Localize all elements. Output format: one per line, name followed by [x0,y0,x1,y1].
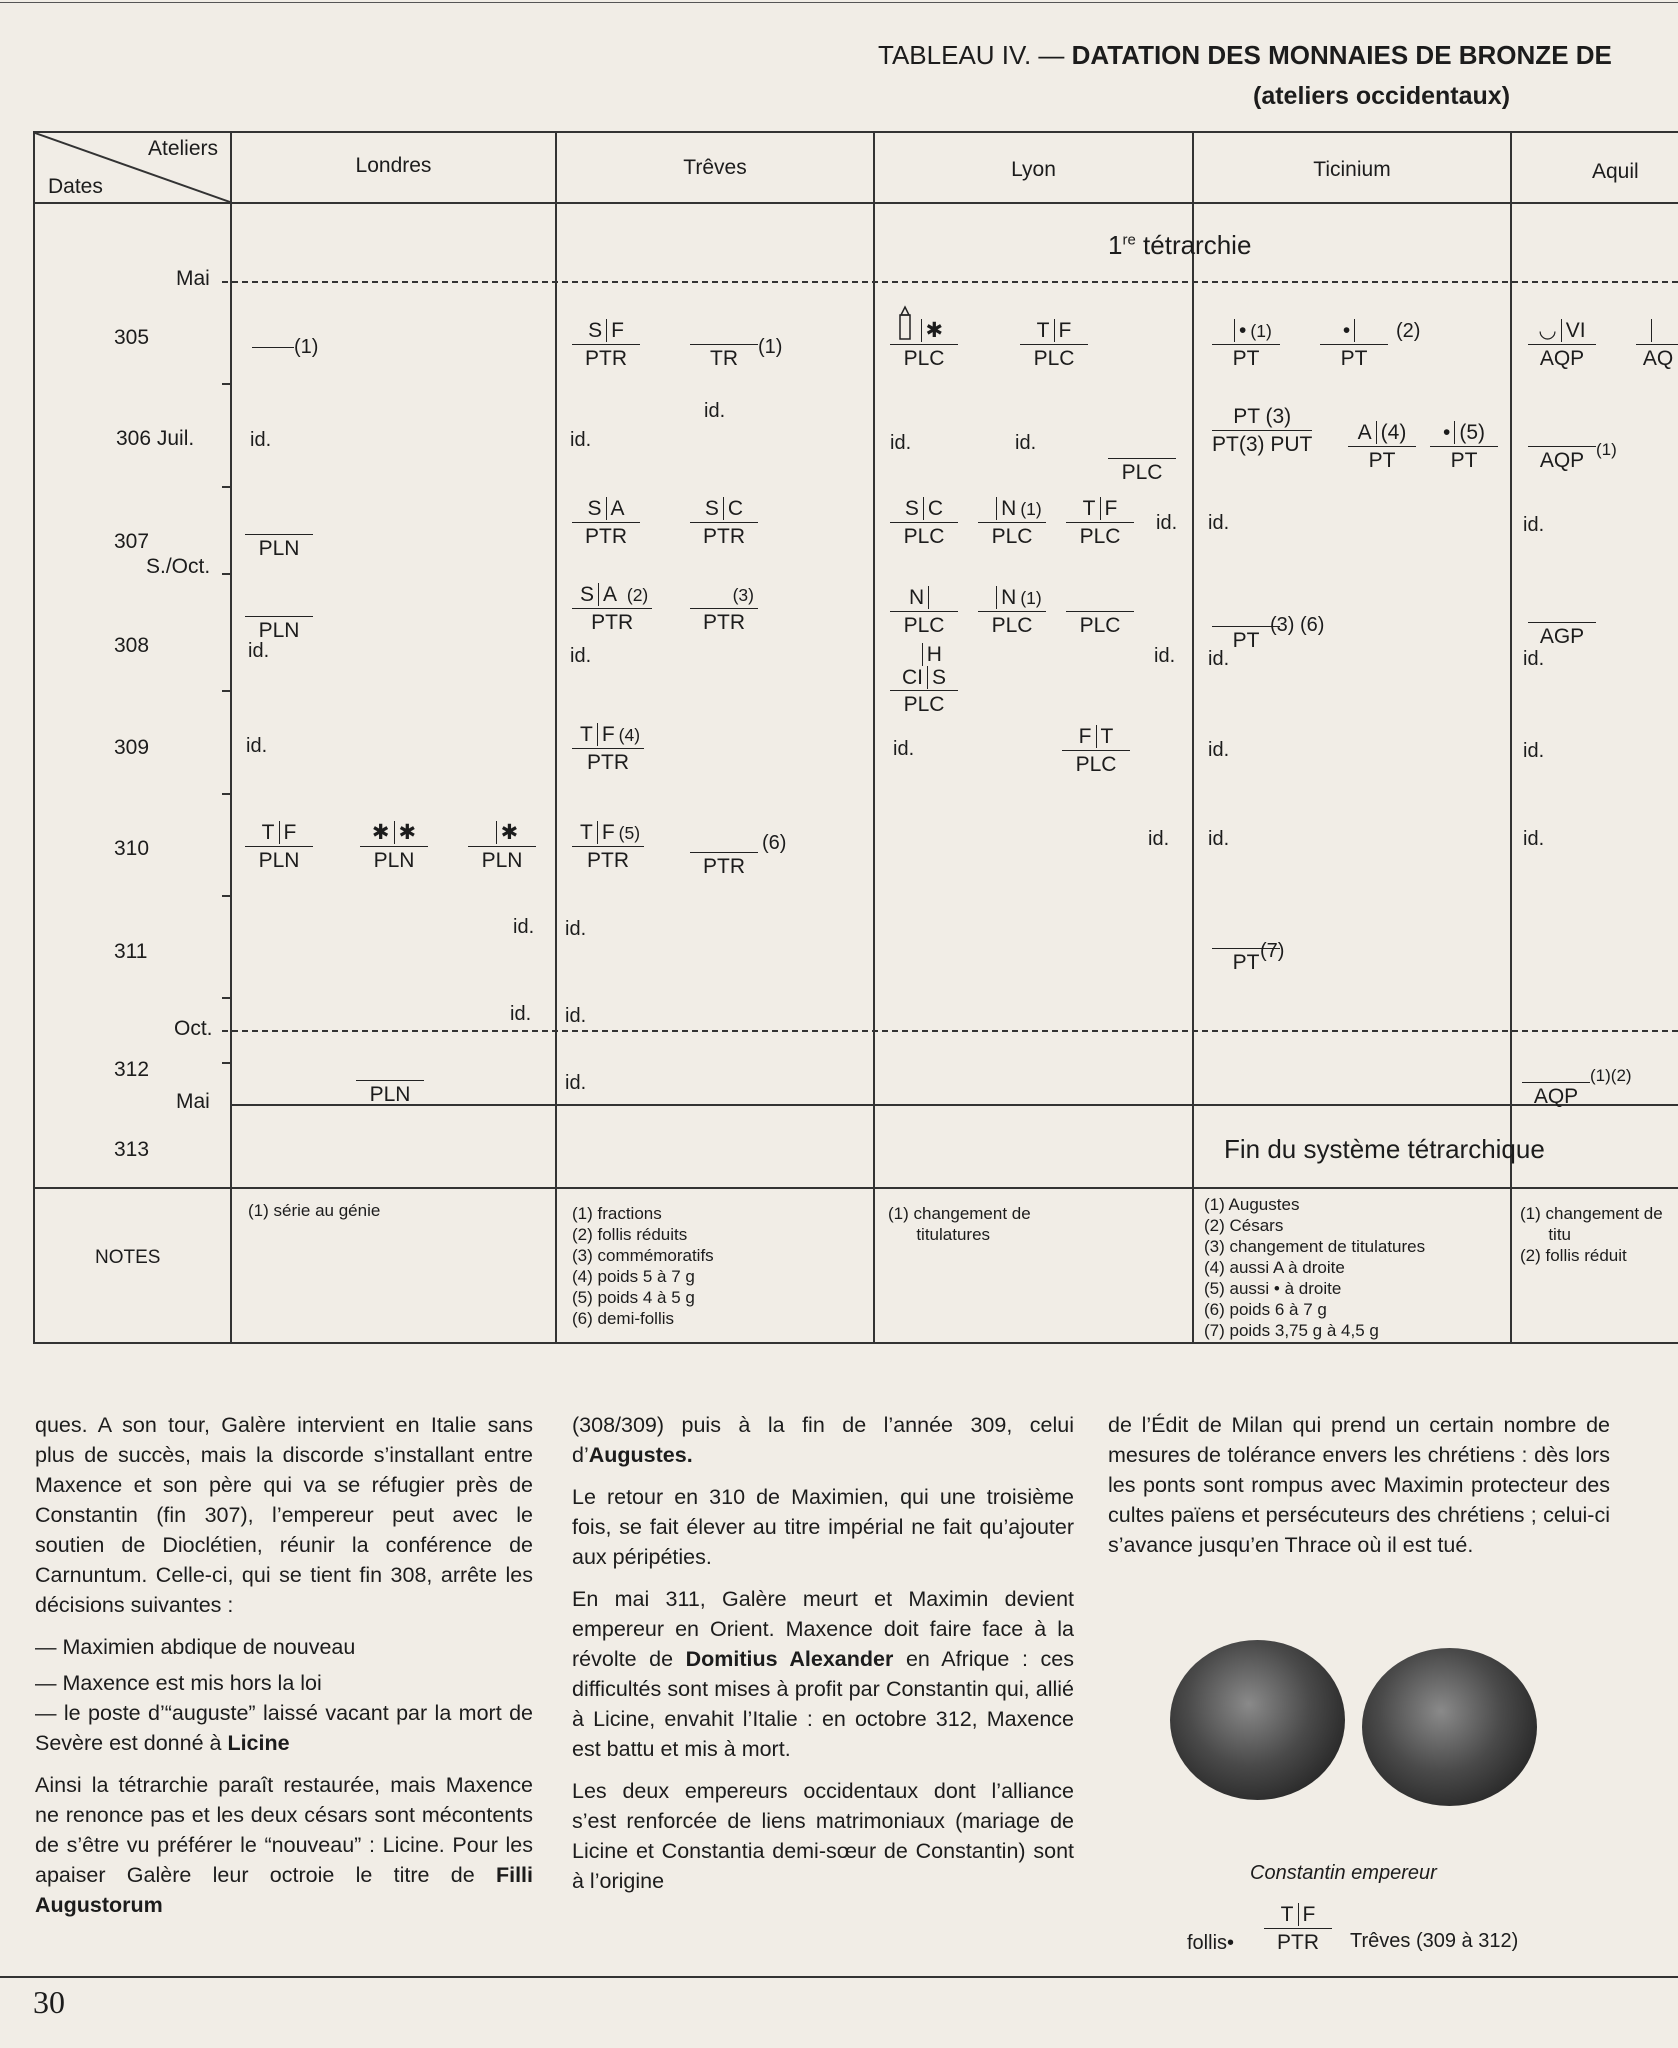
date-309: 309 [114,736,150,759]
notes-lyon: (1) changement de titulatures [888,1204,1031,1244]
year-tick [222,383,232,385]
ticinium-308: PT [1212,600,1280,655]
year-tick [222,486,232,488]
text-column-2: (308/309) puis à la fin de l’année 309, celui d’Augustes. Le retour en 310 de Maximien, qui une troisième fois, se fait élever au titre impérial ne fait qu’ajouter aux péripéties. En mai 311, Galère meurt et Maximin devient empereur en Orient. Maxence doit faire face à la révolte de Domitius Alexander en Afrique : ces difficultés sont mises à profit par Constantin qui, allié à Licine, envahit l’Italie : en octobre 312, Maxence est battu et mis à mort. Les deux empereurs occidentaux dont l’alliance s’est renforcée de liens matrimoniaux (mariage de Licine et Constantia demi-sœur de Constantin) sont à l’origine [572,1413,1074,1893]
table-subtitle: (ateliers occidentaux) [1253,82,1511,110]
header-rule [33,202,1678,204]
coin-caption: Constantin empereur [1250,1862,1437,1884]
lyon-306-id-b: id. [1015,432,1037,454]
lyon-308-c: PLC [1066,585,1134,640]
treves-308-b: (3) PTR [690,582,758,637]
aquil-306-note: (1) [1596,440,1617,459]
treves-305-b: TR [690,318,758,373]
date-313: 313 [114,1138,150,1161]
coin-mark: T F PTR [1264,1902,1332,1957]
col-divider-2 [873,131,875,1344]
treves-308-id: id. [570,645,592,667]
lyon-306-c: PLC [1108,432,1176,487]
lyon-305-a: ✱ PLC [890,318,958,373]
fin-tetrarchie-label: Fin du système tétrarchique [1224,1134,1545,1164]
notes-rule [33,1187,1678,1189]
aquil-312: AQP [1522,1056,1590,1111]
treves-308-a: S A (2) PTR [572,582,652,637]
londres-310-a: T F PLN [245,820,313,875]
ticinium-308-id: id. [1208,648,1230,670]
lyon-305-b: T F PLC [1020,318,1088,373]
col-header-aquil: Aquil [1592,160,1639,183]
ticinium-310-id: id. [1208,828,1230,850]
coin-obverse [1170,1640,1345,1800]
lyon-307-id: id. [1156,512,1178,534]
date-308: 308 [114,634,150,657]
treves-311-id: id. [565,918,587,940]
aquil-309-id: id. [1523,740,1545,762]
lyon-308-b: N (1) PLC [978,585,1046,640]
londres-312: PLN [356,1054,424,1109]
treves-310-b: PTR [690,826,758,881]
coin-suffix: Trêves (309 à 312) [1350,1930,1519,1952]
aquil-308: AGP [1528,596,1596,651]
notes-ticinium: (1) Augustes (2) Césars (3) changement de titulatures (4) aussi A à droite (5) aussi • à droite (6) poids 6 à 7 g (7) poids 3,75 g à 4,5 g [1204,1195,1426,1340]
year-tick [222,1062,232,1064]
fin-rule [230,1104,1678,1106]
notes-label: NOTES [95,1247,161,1268]
date-oct: Oct. [174,1017,213,1040]
date-312: 312 [114,1058,150,1081]
col-header-ticinium: Ticinium [1313,158,1391,181]
ticinium-311-note: (7) [1260,940,1285,962]
ticinium-308-note: (3) (6) [1270,614,1325,636]
notes-aquil: (1) changement de titu (2) follis réduit [1520,1204,1663,1265]
top-rule [0,2,1678,3]
treves-305-a: S F PTR [572,318,640,373]
ticinium-305-note: (2) [1396,320,1421,342]
lyon-309-id: id. [893,738,915,760]
lyon-310-id: id. [1148,828,1170,850]
aquil-310-id: id. [1523,828,1545,850]
year-tick [222,690,232,692]
londres-307: PLN [245,508,313,563]
date-sept-oct: S./Oct. [146,555,211,578]
notes-treves: (1) fractions (2) follis réduits (3) commémoratifs (4) poids 5 à 7 g (5) poids 4 à 5 g (6) demi-follis [572,1204,714,1328]
aquil-308-id: id. [1523,648,1545,670]
treves-306-id: id. [570,429,592,451]
year-tick [222,895,232,897]
londres-oct-id: id. [510,1003,532,1025]
lyon-309: F T PLC [1062,724,1130,779]
ticinium-305-b: • PT [1320,318,1388,373]
col-header-lyon: Lyon [1011,158,1056,181]
date-305: 305 [114,326,150,349]
corner-ateliers: Ateliers [148,137,219,160]
treves-310-note: (6) [762,832,787,854]
treves-306-id-b: id. [704,400,726,422]
notes-londres: (1) série au génie [248,1201,381,1220]
treves-305-note: (1) [758,336,783,358]
col-header-londres: Londres [355,154,432,177]
year-tick [222,573,232,575]
corner-dates: Dates [48,175,103,198]
treves-oct-id: id. [565,1005,587,1027]
lyon-308-id: id. [1154,645,1176,667]
table-title: TABLEAU IV. — DATATION DES MONNAIES DE BRONZE DE [878,40,1612,70]
ticinium-311: PT [1212,922,1280,977]
year-tick [222,997,232,999]
text-column-3: de l’Édit de Milan qui prend un certain nombre de mesures de tolérance envers les chrétiens : dès lors les ponts sont rompus avec Maximin protecteur des cultes païens et persécuteurs des chrétiens ; celui-ci s’avance jusqu’en Thrace où il est tué. [1108,1413,1610,1557]
ticinium-309-id: id. [1208,739,1230,761]
treves-312-id: id. [565,1072,587,1094]
treves-309: T F (4) PTR [572,722,644,777]
londres-310-b: ✱ ✱ PLN [360,820,428,875]
lyon-306-id: id. [890,432,912,454]
treves-307-a: S A PTR [572,496,640,551]
date-307: 307 [114,530,150,553]
lyon-307-a: S C PLC [890,496,958,551]
treves-307-b: S C PTR [690,496,758,551]
aquil-307-id: id. [1523,514,1545,536]
col-divider-dates [230,131,232,1344]
col-divider-1 [555,131,557,1344]
tetrarchie-label: 1re tétrarchie [1108,230,1252,260]
ticinium-305-a: $\frac{• (1)}{PT}$ [1212,318,1280,373]
lyon-308-a: N PLC [890,585,958,640]
londres-311-id: id. [513,916,535,938]
page-number: 30 [33,1984,65,2020]
lyon-307-c: T F PLC [1066,496,1134,551]
text-column-1: ques. A son tour, Galère intervient en Italie sans plus de succès, mais la discorde s’installant entre Maxence et son père qui va se réfugier près de Constantin (fin 307), l’empereur peut avec le soutien de Dioclétien, réunir la conférence de Carnuntum. Celle-ci, qui se tient fin 308, arrête les décisions suivantes : — Maximien abdique de nouveau — Maxence est mis hors la loi — le poste d’“auguste” laissé vacant par la mort de Sevère est donné à Licine Ainsi la tétrarchie paraît restaurée, mais Maxence ne renonce pas et les deux césars sont mécontents de s’être vu préférer le “nouveau” : Licine. Pour les apaiser Galère leur octroie le titre de Filli Augustorum [35,1413,533,1917]
aquil-312-note: (1)(2) [1590,1066,1632,1085]
date-310: 310 [114,837,150,860]
lyon-307-b: N (1) PLC [978,496,1046,551]
dash-oct-312 [222,1030,1678,1032]
londres-308: PLN [245,590,313,645]
coin-reverse [1362,1648,1537,1806]
londres-310-c: ✱ PLN [468,820,536,875]
ticinium-306-c: $\frac{• (5)}{PT}$ [1430,420,1498,475]
col-header-treves: Trêves [683,156,747,179]
lyon-308-d: H CI S PLC [890,644,958,719]
date-mai-305: Mai [176,267,210,290]
londres-305: (1) [252,336,318,359]
year-tick [222,793,232,795]
date-mai-313: Mai [176,1090,210,1113]
londres-309-id: id. [246,735,268,757]
aquil-305-b: AQ [1636,318,1678,373]
londres-306-id: id. [250,429,272,451]
ticinium-306-a: PT (3) PT(3) PUT [1212,405,1313,456]
col-divider-3 [1192,131,1194,1344]
aquil-306: AQP [1528,420,1596,475]
londres-308-id: id. [248,640,270,662]
ticinium-306-b: $\frac{A (4)}{PT}$ [1348,420,1416,475]
bottom-rule [0,1976,1678,1978]
treves-310-a: T F (5) PTR [572,820,644,875]
date-311: 311 [114,940,148,963]
coin-prefix: follis• [1187,1932,1235,1954]
ticinium-307-id: id. [1208,512,1230,534]
dash-mai-305 [222,281,1678,283]
date-306: 306 Juil. [116,427,195,450]
aquil-305-a: ◡ VI AQP [1528,318,1596,373]
